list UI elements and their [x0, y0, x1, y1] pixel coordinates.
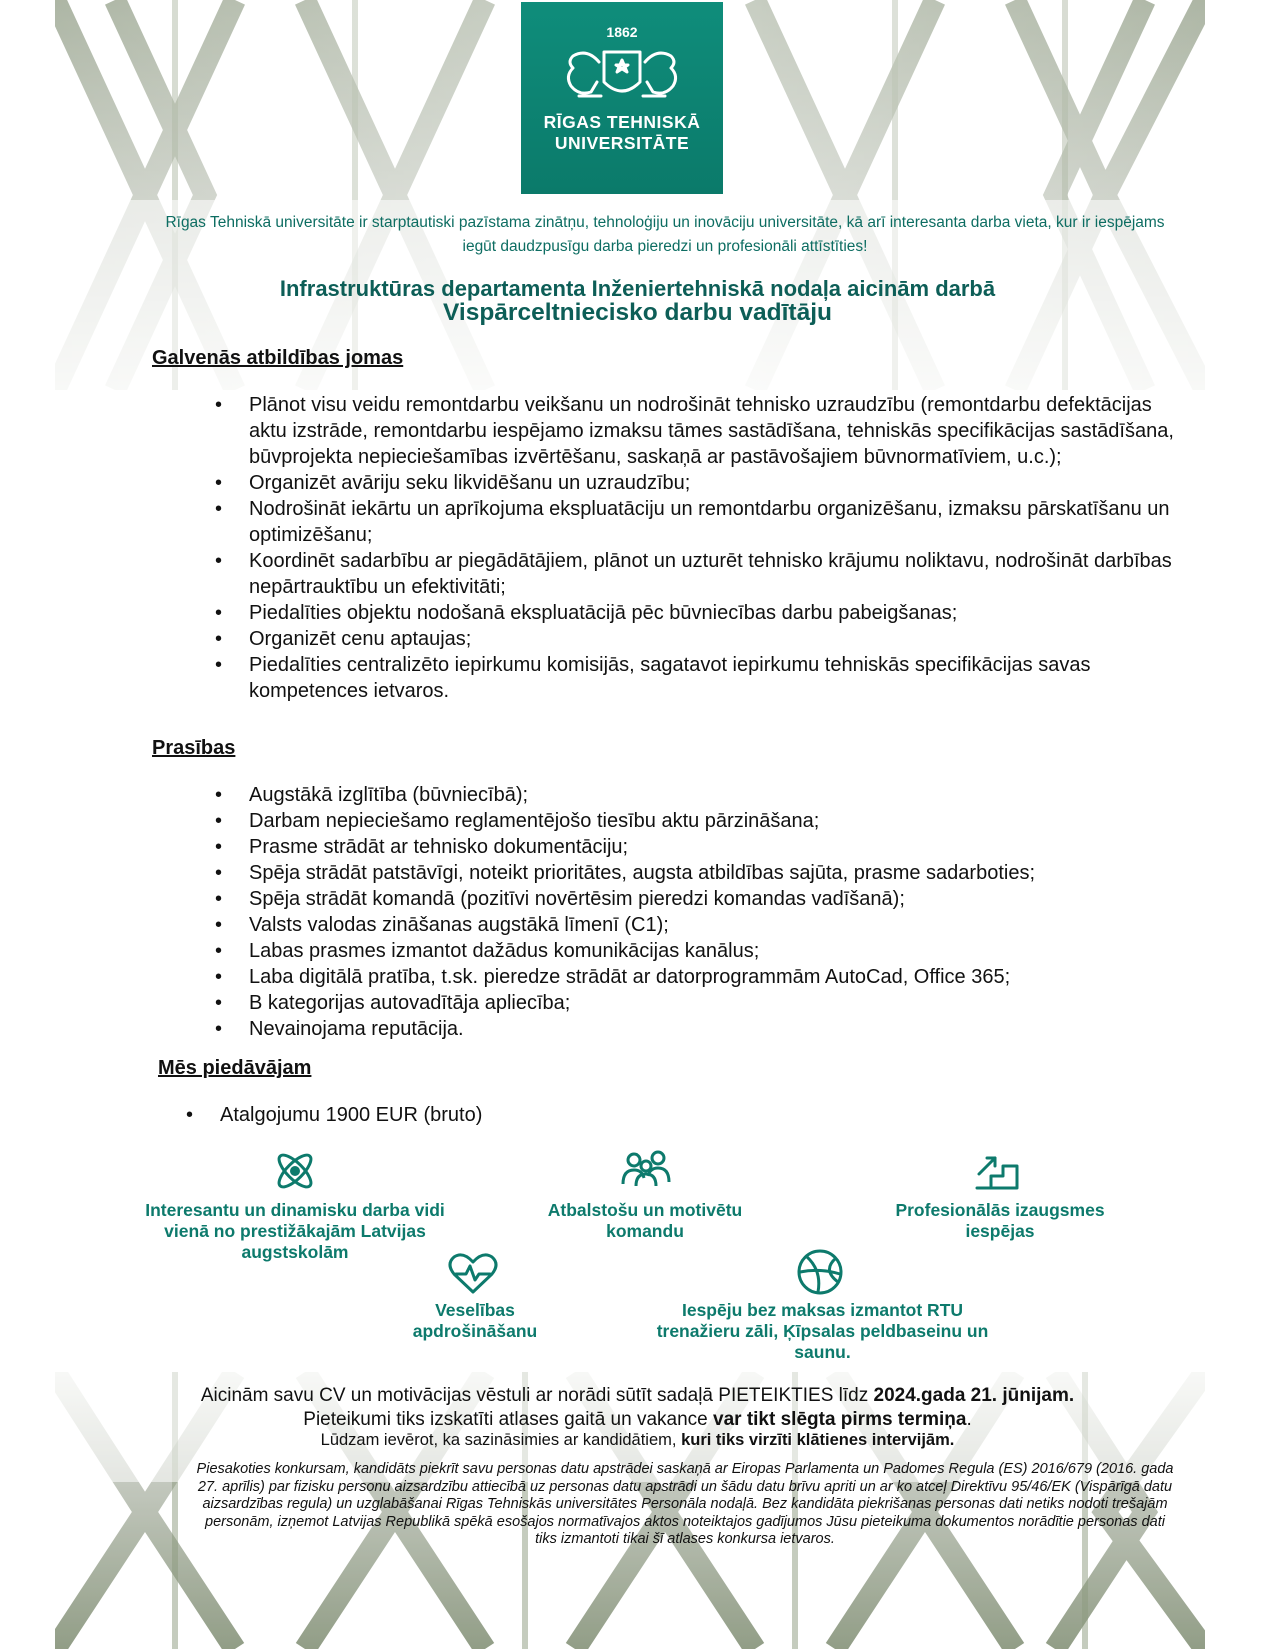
atom-icon: [272, 1148, 318, 1199]
responsibility-item: • Piedalīties centralizēto iepirkumu komisijās, sagatavot iepirkumu tehniskās specifikācijas savas kompetences ietvaros.: [215, 652, 1175, 704]
logo-year: 1862: [606, 24, 638, 40]
requirements-heading: Prasības: [152, 737, 236, 759]
requirement-item: • Laba digitālā pratība, t.sk. pieredze strādāt ar datorprogrammām AutoCad, Office 365;: [215, 964, 1175, 990]
responsibility-item: • Organizēt avāriju seku likvidēšanu un uzraudzību;: [215, 470, 1175, 496]
gdpr-notice: Piesakoties konkursam, kandidāts piekrīt savu personas datu apstrādei saskaņā ar Eiropas Parlamenta un Padomes Regula (ES) 2016/679 (2016. gada 27. aprīlis) par fizisku personu aizsardzību attiecībā uz personas datu apstrādi un šādu datu brīvu apriti un ar ko atceļ Direktīvu 95/46/EK (Vispārīgā datu aizsardzības regula) un uzglabāšanai Rīgas Tehniskās universitātes Personāla nodaļā. Bez kandidāta piekrišanas personas dati netiks nodoti trešajām personām, izņemot Latvijas Republikā spēkā esošajos normatīvajos aktos noteiktajos gadījumos Jūsu pieteikuma dokumentos norādītie personas dati tiks izmantoti tikai šī atlases konkursa ietvaros.: [196, 1461, 1174, 1547]
requirement-item: • Prasme strādāt ar tehnisko dokumentāciju;: [215, 834, 1175, 860]
cta-interview-note: [0, 1431, 1275, 1450]
requirement-item: • Spēja strādāt komandā (pozitīvi novērtēsim pieredzi komandas vadīšanā);: [215, 886, 1175, 912]
benefit-sports-facilities: Iespēju bez maksas izmantot RTU trenažieru zāli, Ķīpsalas peldbaseinu un saunu.: [656, 1300, 989, 1362]
logo-name-line2: UNIVERSITĀTE: [554, 133, 690, 153]
responsibility-item: • Koordinēt sadarbību ar piegādātājiem, plānot un uzturēt tehnisko krājumu noliktavu, nodrošināt darbības nepārtrauktību un efektivitāti;: [215, 548, 1175, 600]
cta-interview-bold: kuri tiks virzīti klātienes intervijām.: [681, 1431, 955, 1449]
team-icon: [620, 1148, 672, 1193]
requirement-item: • B kategorijas autovadītāja apliecība;: [215, 990, 1175, 1016]
responsibility-item: • Organizēt cenu aptaujas;: [215, 626, 1175, 652]
offer-list: [186, 1102, 786, 1128]
cta-deadline: [0, 1385, 1275, 1407]
cta-early-close: var tikt slēgta pirms termiņa: [713, 1409, 967, 1430]
cta-line3-text: Lūdzam ievērot, ka sazināsimies ar kandidātiem,: [320, 1431, 682, 1449]
lions-crest-icon: [559, 42, 685, 104]
intro-text: Rīgas Tehniskā universitāte ir starptautiski pazīstama zinātņu, tehnoloģiju un inovāciju universitāte, kā arī interesanta darba vieta, kur ir iespējams iegūt daudzpusīgu darba pieredzi un profesionāli attīstīties!: [165, 214, 1165, 255]
cta-deadline-date: 2024.gada 21. jūnijam.: [873, 1385, 1075, 1406]
requirements-list: [215, 782, 1175, 1042]
position-title: Vispārceltniecisko darbu vadītāju: [443, 299, 832, 326]
responsibilities-heading: Galvenās atbildības jomas: [152, 347, 404, 369]
cta-line1-text: Aicinām savu CV un motivācijas vēstuli ar norādi sūtīt sadaļā PIETEIKTIES līdz: [200, 1385, 874, 1406]
rtu-logo: [521, 2, 723, 194]
department-heading: Infrastruktūras departamenta Inženiertehniskā nodaļa aicinām darbā: [279, 276, 996, 301]
responsibilities-list: [215, 392, 1175, 704]
benefit-team: Atbalstošu un motivētu komandu: [547, 1200, 743, 1241]
offer-item: • Atalgojumu 1900 EUR (bruto): [186, 1102, 786, 1128]
cta-line2-text: Pieteikumi tiks izskatīti atlases gaitā un vakance: [303, 1409, 714, 1430]
benefit-growth: Profesionālās izaugsmes iespējas: [895, 1200, 1105, 1241]
logo-name-line1: RĪGAS TEHNISKĀ: [543, 112, 701, 132]
responsibility-item: • Piedalīties objektu nodošanā ekspluatācijā pēc būvniecības darbu pabeigšanas;: [215, 600, 1175, 626]
requirement-item: • Darbam nepieciešamo reglamentējošo tiesību aktu pārzināšana;: [215, 808, 1175, 834]
cta-line2-end: .: [966, 1409, 972, 1430]
requirement-item: • Augstākā izglītība (būvniecībā);: [215, 782, 1175, 808]
benefit-health-insurance: Veselības apdrošināšanu: [412, 1300, 538, 1341]
ball-icon: [796, 1248, 844, 1301]
cta-review-note: [0, 1409, 1275, 1431]
benefit-work-environment: Interesantu un dinamisku darba vidi vienā no prestižākajām Latvijas augstskolām: [145, 1200, 445, 1262]
requirement-item: • Nevainojama reputācija.: [215, 1016, 1175, 1042]
stairs-growth-icon: [975, 1152, 1019, 1195]
heart-pulse-icon: [448, 1252, 498, 1301]
responsibility-item: • Plānot visu veidu remontdarbu veikšanu un nodrošināt tehnisko uzraudzību (remontdarbu defektācijas aktu izstrāde, remontdarbu iespējamo izmaksu tāmes sastādīšana, tehniskās specifikācijas sastādīšana, būvprojekta nepieciešamības izvērtēšanu, saskaņā ar pastāvošajiem būvnormatīviem, u.c.);: [215, 392, 1175, 470]
responsibility-item: • Nodrošināt iekārtu un aprīkojuma ekspluatāciju un remontdarbu organizēšanu, izmaksu pārskatīšanu un optimizēšanu;: [215, 496, 1175, 548]
requirement-item: • Spēja strādāt patstāvīgi, noteikt prioritātes, augsta atbildības sajūta, prasme sadarboties;: [215, 860, 1175, 886]
requirement-item: • Labas prasmes izmantot dažādus komunikācijas kanālus;: [215, 938, 1175, 964]
requirement-item: • Valsts valodas zināšanas augstākā līmenī (C1);: [215, 912, 1175, 938]
offer-heading: Mēs piedāvājam: [158, 1057, 312, 1079]
